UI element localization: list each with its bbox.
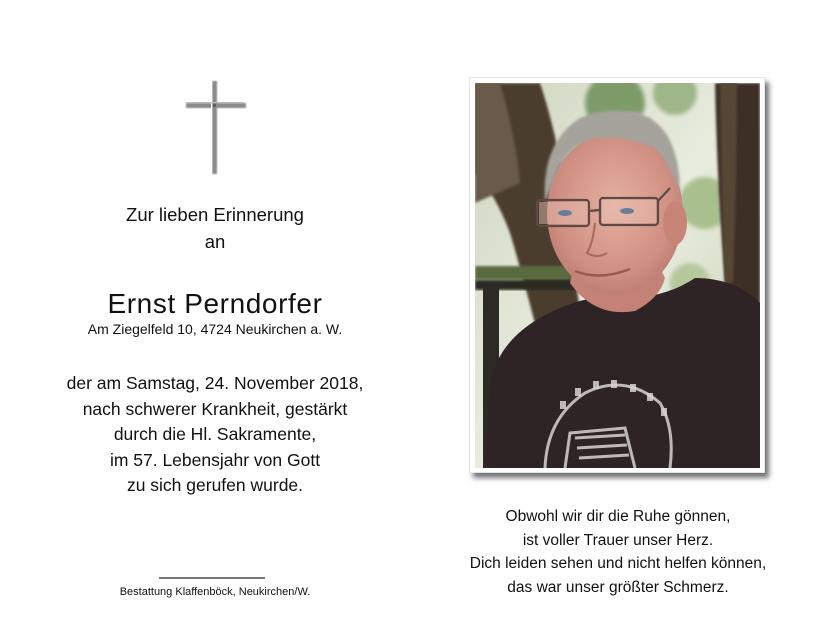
obituary-line: zu sich gerufen wurde. <box>126 475 304 496</box>
divider-line <box>159 577 265 579</box>
obituary-line: nach schwerer Krankheit, gestärkt <box>82 398 348 419</box>
cross-icon <box>183 78 249 176</box>
deceased-name: Ernst Perndorfer <box>107 288 323 319</box>
intro-text <box>80 201 350 255</box>
poem-line: Obwohl wir dir die Ruhe gönnen, <box>505 508 731 525</box>
poem-line: ist voller Trauer unser Herz. <box>522 531 714 549</box>
portrait-photo <box>475 83 760 468</box>
poem-text <box>440 505 796 599</box>
intro-line-1: Zur lieben Erinnerung <box>126 204 304 225</box>
photo-frame <box>469 77 765 473</box>
obituary-line: der am Samstag, 24. November 2018, <box>66 373 364 393</box>
deceased-address: Am Ziegelfeld 10, 4724 Neukirchen a. W. <box>87 321 343 337</box>
poem-line: das war unser größter Schmerz. <box>507 578 729 596</box>
obituary-text <box>35 371 395 499</box>
obituary-line: durch die Hl. Sakramente, <box>113 424 317 445</box>
obituary-line: im 57. Lebensjahr von Gott <box>109 449 321 470</box>
intro-line-2: an <box>204 231 226 252</box>
funeral-home-text: Bestattung Klaffenböck, Neukirchen/W. <box>119 586 311 598</box>
poem-line: Dich leiden sehen und nicht helfen können, <box>469 555 767 572</box>
